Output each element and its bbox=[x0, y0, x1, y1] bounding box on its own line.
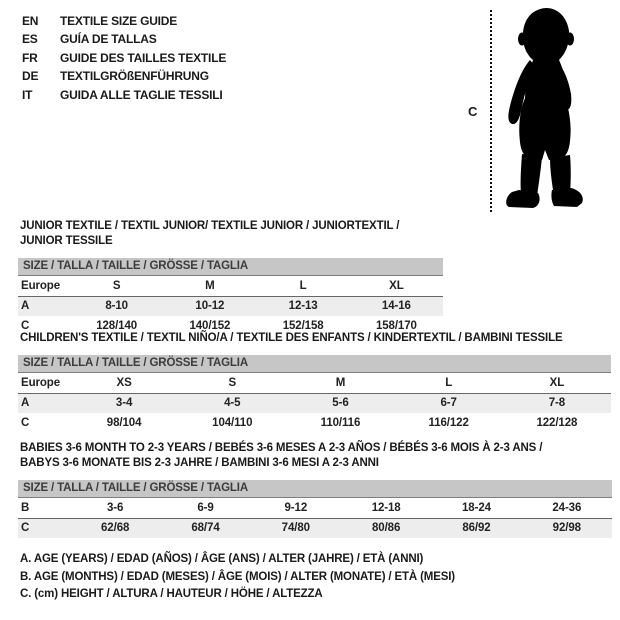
table-row bbox=[18, 518, 612, 538]
language-row bbox=[22, 12, 226, 30]
language-title-list bbox=[22, 12, 226, 104]
size-cell: XL bbox=[350, 276, 443, 296]
language-code: ES bbox=[22, 32, 38, 47]
language-row bbox=[22, 67, 226, 85]
guide-title: GUÍA DE TALLAS bbox=[60, 32, 157, 47]
size-header-bar: SIZE / TALLA / TAILLE / GRÖSSE / TAGLIA bbox=[18, 355, 611, 373]
row-label: C bbox=[21, 522, 30, 535]
height-cell: 104/110 bbox=[212, 416, 253, 429]
row-label: A bbox=[21, 300, 30, 313]
section-title-line2: BABYS 3-6 MONATE BIS 2-3 JAHRE / BAMBINI 3-6 MESI A 2-3 ANNI bbox=[20, 457, 379, 469]
table-row bbox=[18, 413, 611, 433]
age-cell: 10-12 bbox=[195, 300, 225, 313]
size-header-bar: SIZE / TALLA / TAILLE / GRÖSSE / TAGLIA bbox=[18, 480, 612, 498]
table-row bbox=[18, 373, 611, 393]
age-cell: 6-9 bbox=[160, 498, 250, 518]
legend-line-c: C. (cm) HEIGHT / ALTURA / HAUTEUR / HÖHE / ALTEZZA bbox=[20, 588, 323, 600]
age-cell: 18-24 bbox=[431, 498, 521, 518]
height-cell: 158/170 bbox=[375, 319, 417, 332]
height-cell: 80/86 bbox=[372, 522, 401, 535]
age-cell: 24-36 bbox=[522, 498, 612, 518]
legend-line-a: A. AGE (YEARS) / EDAD (AÑOS) / ÂGE (ANS) / ALTER (JAHRE) / ETÀ (ANNI) bbox=[20, 553, 424, 565]
row-label: C bbox=[21, 416, 30, 429]
size-cell: S bbox=[70, 276, 163, 296]
height-measure-line bbox=[490, 10, 492, 212]
size-cell: S bbox=[178, 373, 286, 393]
guide-title: TEXTILE SIZE GUIDE bbox=[60, 14, 178, 28]
age-cell: 3-6 bbox=[70, 498, 160, 518]
size-cell: L bbox=[395, 373, 503, 393]
guide-title: GUIDE DES TAILLES TEXTILE bbox=[60, 50, 227, 65]
age-cell: 3-4 bbox=[115, 397, 133, 410]
children-textile-section bbox=[18, 331, 611, 433]
guide-title: TEXTILGRÖßENFÜHRUNG bbox=[60, 69, 209, 84]
height-cell: 140/152 bbox=[189, 319, 231, 332]
size-cell: M bbox=[163, 276, 256, 296]
age-cell: 4-5 bbox=[224, 397, 241, 410]
row-label: C bbox=[21, 319, 30, 332]
row-label: Europe bbox=[18, 276, 70, 296]
height-cell: 98/104 bbox=[106, 416, 142, 429]
age-cell: 9-12 bbox=[251, 498, 341, 518]
toddler-silhouette-icon bbox=[496, 6, 596, 216]
age-cell: 8-10 bbox=[105, 300, 128, 313]
row-label: A bbox=[21, 397, 30, 410]
height-cell: 92/98 bbox=[552, 522, 581, 535]
language-code: FR bbox=[22, 50, 38, 65]
height-cell: 110/116 bbox=[320, 416, 361, 429]
height-measure-label: C bbox=[468, 104, 478, 119]
junior-textile-section bbox=[18, 219, 443, 336]
babies-textile-section bbox=[18, 441, 612, 538]
height-cell: 74/80 bbox=[281, 522, 310, 535]
section-title: CHILDREN'S TEXTILE / TEXTIL NIÑO/A / TEXTILE DES ENFANTS / KINDERTEXTIL / BAMBINI TESSILE bbox=[20, 332, 563, 344]
language-row bbox=[22, 86, 226, 104]
age-cell: 12-18 bbox=[341, 498, 431, 518]
height-cell: 116/122 bbox=[428, 416, 469, 429]
children-size-table bbox=[18, 373, 611, 433]
age-cell: 14-16 bbox=[381, 300, 411, 313]
table-row bbox=[18, 393, 611, 413]
height-cell: 152/158 bbox=[282, 319, 324, 332]
size-cell: XL bbox=[503, 373, 611, 393]
height-cell: 86/92 bbox=[462, 522, 491, 535]
row-label: B bbox=[18, 498, 70, 518]
table-row bbox=[18, 498, 612, 518]
section-title: JUNIOR TEXTILE / TEXTIL JUNIOR/ TEXTILE JUNIOR / JUNIORTEXTIL / JUNIOR TESSILE bbox=[20, 220, 400, 247]
age-cell: 12-13 bbox=[288, 300, 318, 313]
height-cell: 68/74 bbox=[191, 522, 220, 535]
age-cell: 5-6 bbox=[332, 397, 349, 410]
size-header-bar: SIZE / TALLA / TAILLE / GRÖSSE / TAGLIA bbox=[18, 258, 443, 276]
language-code: EN bbox=[22, 14, 39, 28]
language-row bbox=[22, 30, 226, 48]
age-cell: 6-7 bbox=[440, 397, 457, 410]
size-cell: M bbox=[286, 373, 394, 393]
language-row bbox=[22, 49, 226, 67]
babies-size-table bbox=[18, 498, 612, 538]
size-cell: XS bbox=[70, 373, 178, 393]
age-cell: 7-8 bbox=[548, 397, 566, 410]
language-code: IT bbox=[22, 87, 33, 102]
section-title: BABIES 3-6 MONTH TO 2-3 YEARS / BEBÉS 3-6 MESES A 2-3 AÑOS / BÉBÉS 3-6 MOIS À 2-3 ANS / bbox=[20, 442, 543, 454]
size-cell: L bbox=[257, 276, 350, 296]
table-row bbox=[18, 296, 443, 316]
language-code: DE bbox=[22, 69, 39, 84]
legend-line-b: B. AGE (MONTHS) / EDAD (MESES) / ÂGE (MOIS) / ALTER (MONATE) / ETÀ (MESI) bbox=[20, 570, 455, 583]
height-cell: 122/128 bbox=[536, 416, 578, 429]
junior-size-table bbox=[18, 276, 443, 336]
row-label: Europe bbox=[18, 373, 70, 393]
height-cell: 128/140 bbox=[96, 319, 138, 332]
table-row bbox=[18, 276, 443, 296]
height-cell: 62/68 bbox=[101, 522, 130, 535]
legend-block bbox=[20, 551, 455, 604]
guide-title: GUIDA ALLE TAGLIE TESSILI bbox=[60, 87, 223, 102]
